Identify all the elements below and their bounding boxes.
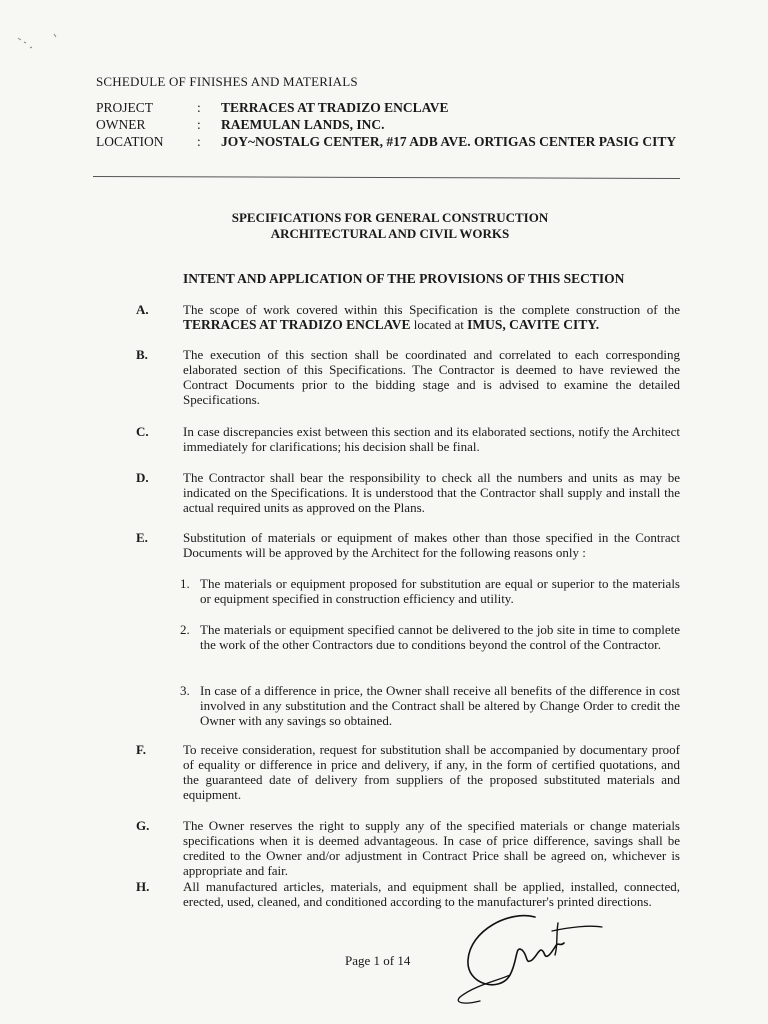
separator: : [197,117,201,132]
clause-a-text-pre: The scope of work covered within this Specification is the complete construction of the [183,302,680,317]
separator: : [197,100,201,115]
clause-text: The Owner reserves the right to supply any of the specified materials or change materials specifications when it is deemed advantageous. In case of price difference, savings shall be credited to the Owner and/or adjustment in Contract Price shall be agreed on, whichever is appropriate and fair. [183,818,680,878]
subclause-number: 2. [180,622,190,637]
clause-text: The execution of this section shall be coordinated and correlated to each corresponding elaborated section of this Specifications. The Contractor is deemed to have reviewed the Contract Documents prior to the bidding stage and is advised to examine the detailed Specifications. [183,347,680,407]
signature-icon [440,905,620,1010]
header-divider [93,176,680,179]
location-label: LOCATION [96,134,164,149]
clause-letter: F. [136,742,146,757]
location-row [96,134,676,151]
project-meta [96,100,676,151]
clause-letter: H. [136,879,150,894]
clause-letter: A. [136,302,149,317]
project-row [96,100,676,117]
clause-letter: C. [136,424,149,439]
clause-a-project: TERRACES AT TRADIZO ENCLAVE [183,317,411,332]
clause-letter: E. [136,530,148,545]
scan-mark-icon [14,30,74,60]
owner-label: OWNER [96,117,146,132]
project-label: PROJECT [96,100,154,115]
subclause-text: The materials or equipment proposed for substitution are equal or superior to the materials or equipment specified in construction efficiency and utility. [200,576,680,606]
subclause-text: In case of a difference in price, the Owner shall receive all benefits of the difference in cost involved in any substitution and the Contract shall be altered by Change Order to credit the Owner with any savings so obtained. [200,683,680,728]
project-value: TERRACES AT TRADIZO ENCLAVE [221,100,449,115]
section-title: INTENT AND APPLICATION OF THE PROVISIONS OF THIS SECTION [183,271,625,286]
clause-a-text-mid: located at [410,317,468,332]
clause-letter: D. [136,470,149,485]
clause-text [183,302,680,332]
clause-letter: G. [136,818,150,833]
subclause-text: The materials or equipment specified cannot be delivered to the job site in time to complete the work of the other Contractors due to conditions beyond the control of the Contractor. [200,622,680,652]
clause-letter: B. [136,347,148,362]
clause-text: In case discrepancies exist between this section and its elaborated sections, notify the Architect immediately for clarifications; his decision shall be final. [183,424,680,454]
subclause-number: 1. [180,576,190,591]
page-number: Page 1 of 14 [345,953,411,968]
spec-heading-line1: SPECIFICATIONS FOR GENERAL CONSTRUCTION [231,210,549,225]
clause-a-location: IMUS, CAVITE CITY. [467,317,600,332]
clause-text: To receive consideration, request for substitution shall be accompanied by documentary proof of equality or difference in price and delivery, if any, in the form of certified quotations, and the guaranteed date of delivery from suppliers of the proposed substituted materials and equipment. [183,742,680,802]
schedule-title: SCHEDULE OF FINISHES AND MATERIALS [96,74,358,89]
owner-row [96,117,676,134]
subclause-number: 3. [180,683,190,698]
location-value: JOY~NOSTALG CENTER, #17 ADB AVE. ORTIGAS CENTER PASIG CITY [221,134,677,149]
owner-value: RAEMULAN LANDS, INC. [221,117,385,132]
separator: : [197,134,201,149]
spec-heading [180,210,600,242]
clause-text: The Contractor shall bear the responsibility to check all the numbers and units as may be indicated on the Specifications. It is understood that the Contractor shall supply and install the actual required units as approved on the Plans. [183,470,680,515]
clause-text: Substitution of materials or equipment of makes other than those specified in the Contract Documents will be approved by the Architect for the following reasons only : [183,530,680,560]
spec-heading-line2: ARCHITECTURAL AND CIVIL WORKS [270,226,510,241]
clause-text: All manufactured articles, materials, and equipment shall be applied, installed, connected, erected, used, cleaned, and conditioned according to the manufacturer's printed directions. [183,879,680,909]
